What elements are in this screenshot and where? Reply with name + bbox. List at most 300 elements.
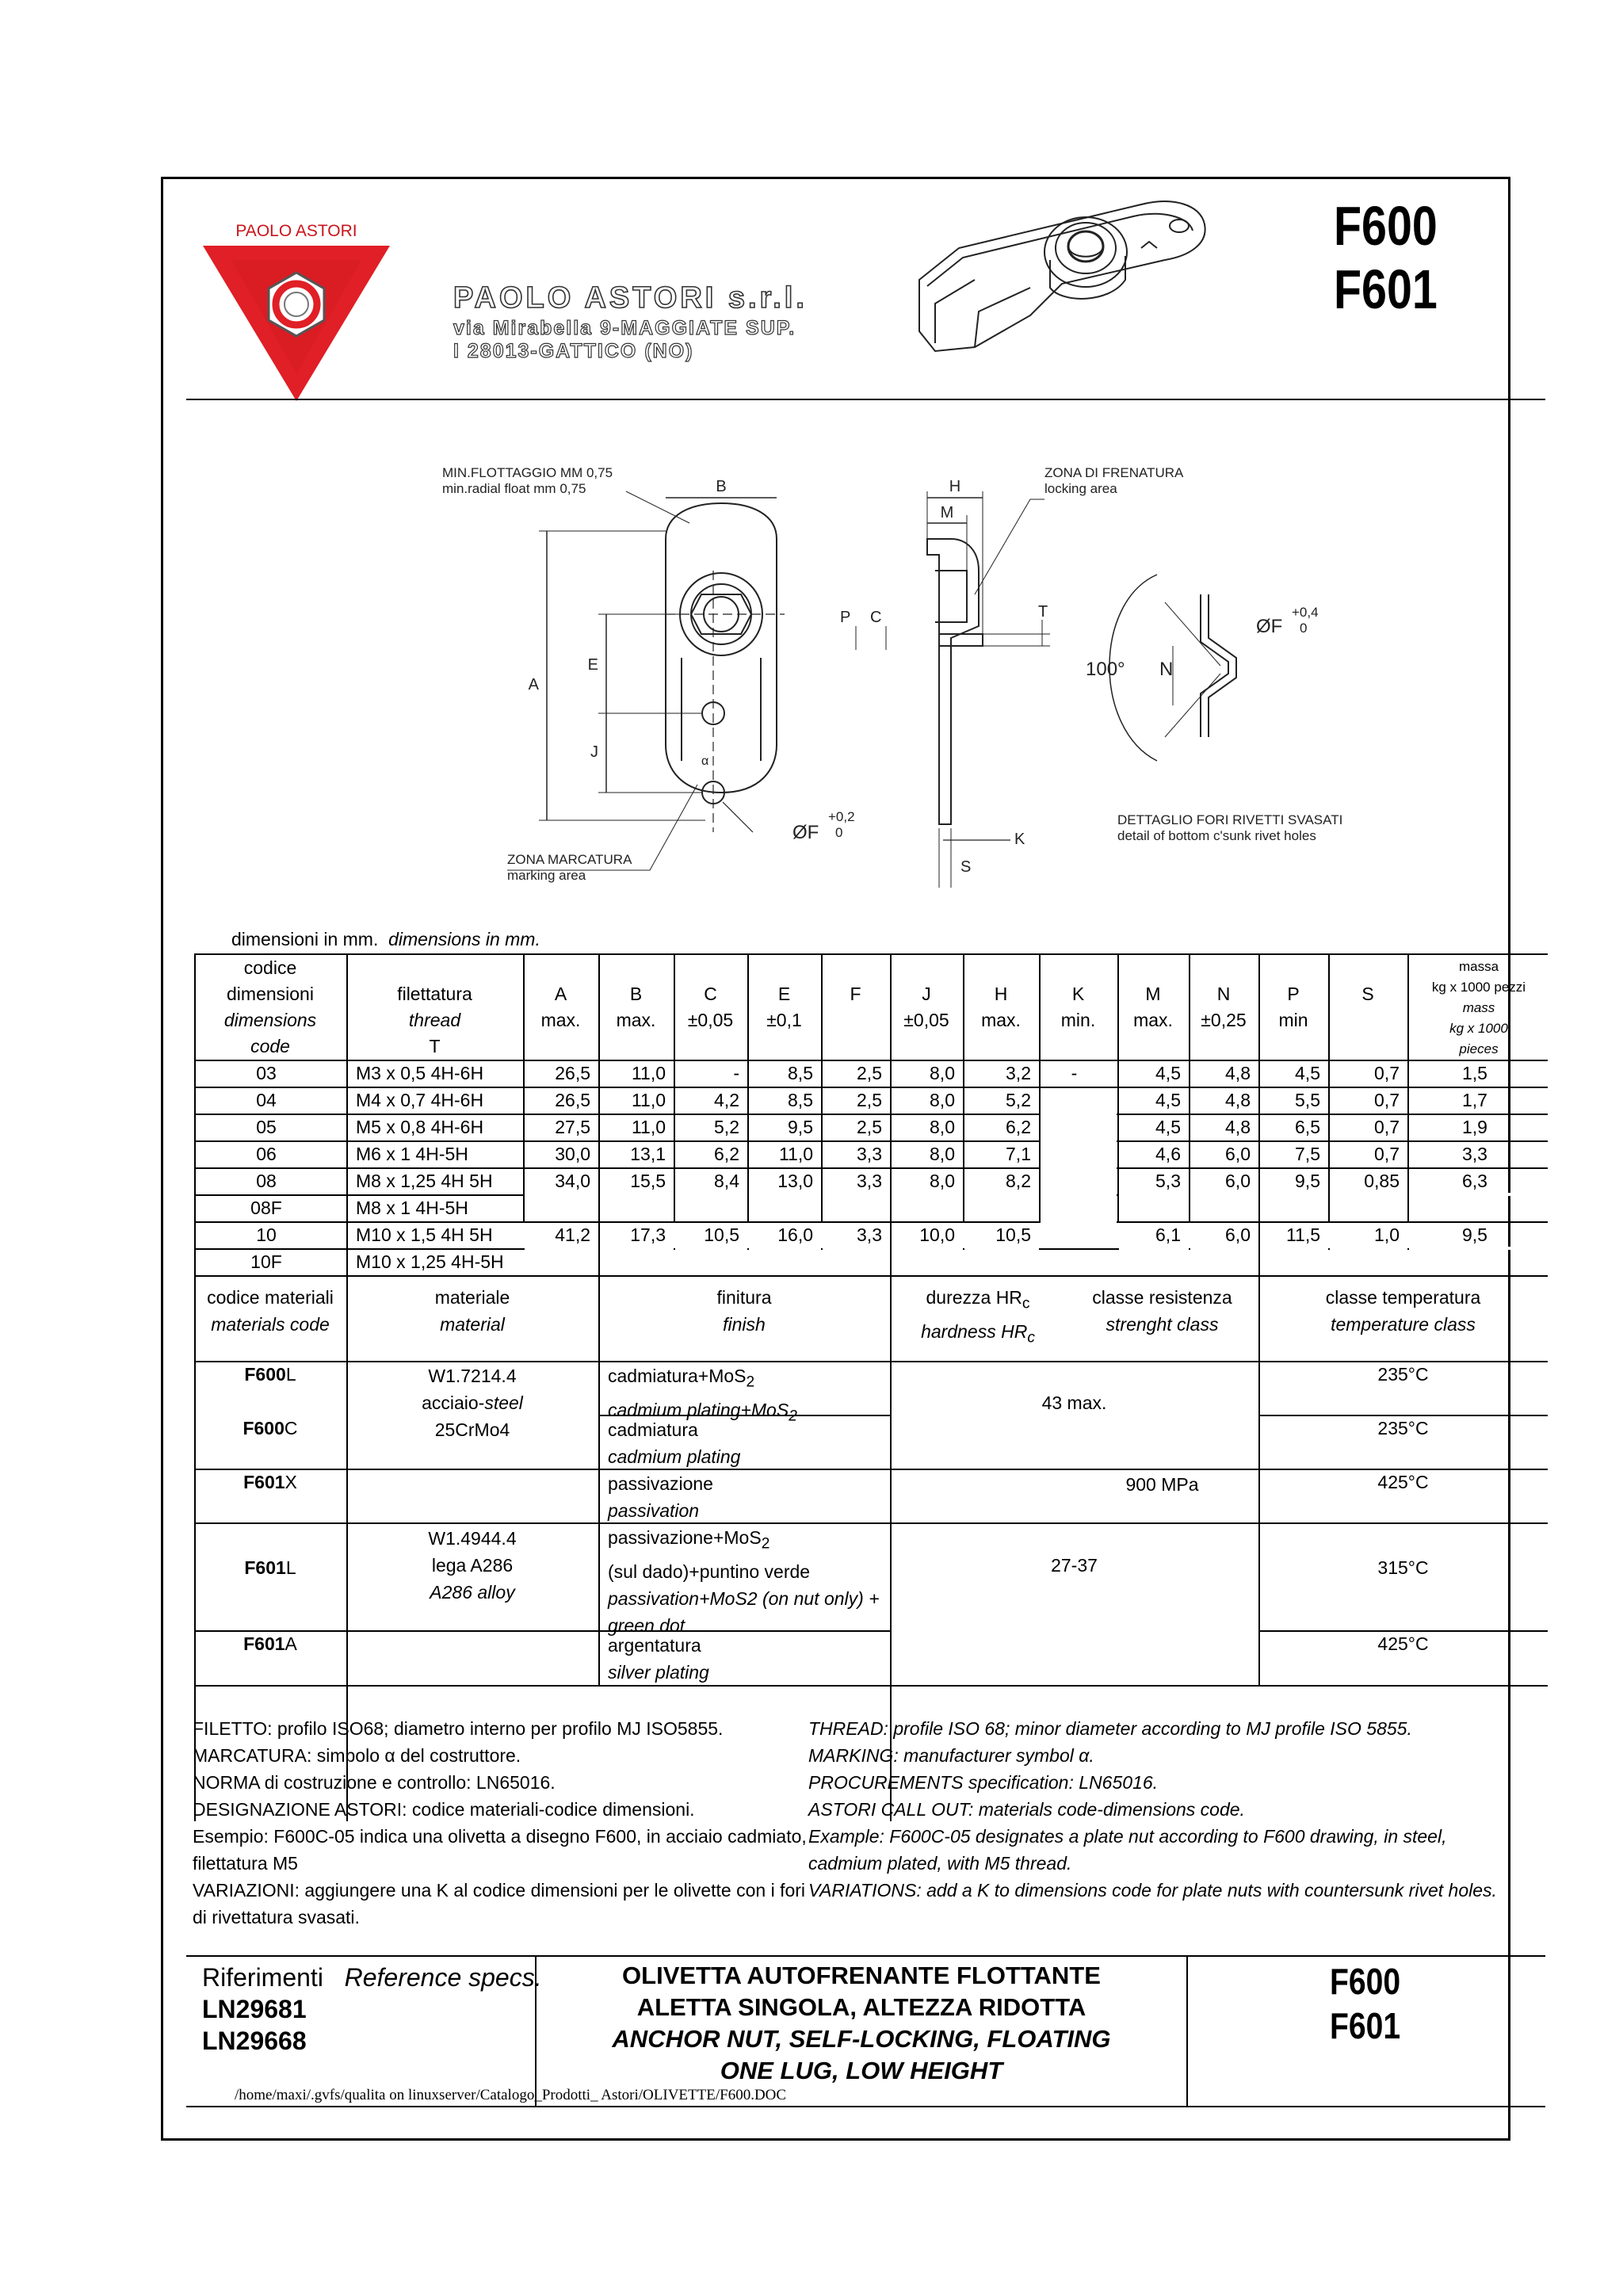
cell-j: 8,0 — [930, 1171, 955, 1191]
cell-h: 6,2 — [1006, 1117, 1031, 1137]
merged-cell-mask — [1330, 1193, 1407, 1196]
cell-thread: M6 x 1 4H-5H — [356, 1144, 468, 1164]
company-block — [453, 281, 808, 363]
file-path: /home/maxi/.gvfs/qualita on linuxserver/Catalogo_Prodotti_ Astori/OLIVETTE/F600.DOC — [235, 2087, 787, 2103]
dim-n-label: N — [1159, 659, 1174, 680]
merged-cell-mask — [1409, 1247, 1548, 1250]
cell-m: 4,5 — [1155, 1063, 1181, 1083]
hdr-h — [963, 981, 1039, 1033]
cell-p: 11,5 — [1285, 1224, 1320, 1245]
product-isometric-drawing — [903, 185, 1220, 367]
merged-cell-mask — [1260, 1247, 1328, 1250]
float-note-it: MIN.FLOTTAGGIO MM 0,75 — [442, 465, 613, 480]
cell-a: 26,5 — [555, 1090, 590, 1110]
temperature-cell: 235°C — [1377, 1418, 1429, 1438]
cell-p: 4,5 — [1295, 1063, 1320, 1083]
material-code-bold: F600 — [242, 1418, 285, 1438]
finish-it: passivazione — [608, 1473, 713, 1494]
hdr-e — [747, 981, 821, 1033]
finish-it: passivazione+MoS — [608, 1527, 762, 1548]
dim-c-label: C — [870, 609, 882, 626]
cell-n: 4,8 — [1225, 1090, 1251, 1110]
notes-italian — [193, 1715, 807, 1931]
dim-e-label: E — [587, 656, 598, 674]
cell-mass: 6,3 — [1462, 1171, 1487, 1191]
footer-divider — [186, 1955, 1545, 1957]
cell-c: 10,5 — [704, 1224, 739, 1245]
cell-e: 8,5 — [788, 1090, 813, 1110]
cell-j: 8,0 — [930, 1144, 955, 1164]
finish-en: passivation+MoS2 (on nut only) + — [608, 1587, 880, 1609]
table-line — [194, 1275, 1548, 1277]
hdr-code — [194, 955, 346, 1060]
finish-en: cadmium plating+MoS — [608, 1399, 789, 1420]
note-en-2: PROCUREMENTS specification: LN65016. — [808, 1772, 1158, 1793]
header-divider — [186, 399, 1545, 400]
merged-cell-mask — [892, 1193, 963, 1196]
hardness-steel: 43 max. — [1041, 1392, 1107, 1413]
hdr-m-l1: M — [1145, 984, 1161, 1004]
hdr-mass-l5: pieces — [1459, 1041, 1499, 1056]
detail-note-it: DETTAGLIO FORI RIVETTI SVASATI — [1117, 812, 1343, 827]
mat-hdr-hardness — [890, 1284, 1066, 1351]
cell-mass: 1,9 — [1462, 1117, 1487, 1137]
merged-cell-mask — [892, 1247, 963, 1250]
hdr-f — [821, 981, 890, 1007]
mat-hdr-material-en: material — [440, 1314, 505, 1335]
cell-a: 30,0 — [555, 1144, 590, 1164]
cell-n: 6,0 — [1225, 1144, 1251, 1164]
mat-hdr-finish — [598, 1284, 890, 1338]
material-code-suffix: L — [285, 1557, 296, 1578]
mat-hdr-hardness-sub-en: c — [1027, 1329, 1035, 1347]
material-code-suffix: L — [285, 1364, 296, 1385]
cell-j: 10,0 — [919, 1224, 955, 1245]
cell-b: 11,0 — [631, 1090, 666, 1110]
material-code-bold: F601 — [243, 1472, 285, 1492]
cell-c: 6,2 — [714, 1144, 739, 1164]
cell-a: 41,2 — [555, 1224, 590, 1245]
material-code — [194, 1362, 346, 1386]
hdr-mass-l3: mass — [1462, 1000, 1495, 1015]
hdr-thread-l3: T — [429, 1036, 441, 1056]
note-it-6: VARIAZIONI: aggiungere una K al codice dimensioni per le olivette con i fori — [193, 1880, 806, 1901]
material-steel-l2-en: steel — [484, 1392, 523, 1413]
dim-s-label: S — [960, 858, 972, 876]
note-it-4: Esempio: F600C-05 indica una olivetta a disegno F600, in acciaio cadmiato, — [193, 1826, 807, 1847]
hdr-j-l2: ±0,05 — [903, 1010, 949, 1030]
dim-k-label: K — [1014, 831, 1025, 848]
note-en-1: MARKING: manufacturer symbol α. — [808, 1745, 1094, 1766]
cell-n: 6,0 — [1225, 1171, 1251, 1191]
merged-cell-mask — [749, 1193, 821, 1196]
table-caption-en: dimensions in mm. — [388, 929, 540, 949]
merged-cell-mask — [1119, 1247, 1189, 1250]
cell-n: 6,0 — [1225, 1224, 1251, 1245]
material-code-bold: F600 — [244, 1364, 286, 1385]
cell-h: 5,2 — [1006, 1090, 1031, 1110]
notes-english — [808, 1715, 1497, 1904]
alpha-mark: α — [701, 755, 709, 768]
hdr-code-l1: codice — [243, 957, 297, 978]
company-name: PAOLO ASTORI s.r.l. — [453, 281, 808, 315]
dim-f-tol-plus: +0,2 — [828, 809, 855, 824]
cell-b: 11,0 — [631, 1063, 666, 1083]
cell-c: 8,4 — [714, 1171, 739, 1191]
hdr-c — [674, 981, 747, 1033]
cell-e: 9,5 — [788, 1117, 813, 1137]
note-it-3: DESIGNAZIONE ASTORI: codice materiali-codice dimensioni. — [193, 1799, 695, 1820]
cell-code: 08F — [250, 1198, 282, 1218]
cell-h: 3,2 — [1006, 1063, 1031, 1083]
temperature-cell: 315°C — [1377, 1557, 1429, 1578]
merged-cell-mask — [675, 1247, 747, 1250]
strength-class: 900 MPa — [1125, 1474, 1199, 1495]
ref-heading-it: Riferimenti — [202, 1963, 323, 1992]
mat-hdr-hardness-en: hardness HR — [921, 1320, 1028, 1342]
note-it-0: FILETTO: profilo ISO68; diametro interno per profilo MJ ISO5855. — [193, 1718, 724, 1739]
logo-text: PAOLO ASTORI — [235, 222, 357, 240]
table-caption — [231, 927, 540, 951]
cell-m: 4,5 — [1155, 1117, 1181, 1137]
note-it-7: di rivettatura svasati. — [193, 1907, 360, 1927]
cell-code: 10 — [256, 1224, 277, 1245]
hdr-m-l2: max. — [1133, 1010, 1173, 1030]
cell-mass: 9,5 — [1462, 1224, 1487, 1245]
note-en-3: ASTORI CALL OUT: materials code-dimensions code. — [808, 1799, 1245, 1820]
cell-thread: M10 x 1,25 4H-5H — [356, 1251, 504, 1272]
merged-cell-mask — [600, 1247, 674, 1250]
finish-en: cadmium plating — [608, 1446, 741, 1467]
hdr-h-l2: max. — [981, 1010, 1021, 1030]
cell-s: 1,0 — [1374, 1224, 1400, 1245]
marking-zone-it: ZONA MARCATURA — [507, 852, 632, 867]
cell-c: - — [733, 1063, 739, 1083]
cell-s: 0,7 — [1374, 1144, 1400, 1164]
mat-hdr-class-it: classe resistenza — [1092, 1287, 1232, 1308]
material-steel-l1: W1.7214.4 — [428, 1366, 517, 1386]
finish-cell — [608, 1632, 885, 1686]
dim-t-label: T — [1038, 603, 1048, 621]
merged-cell-mask — [525, 1193, 598, 1196]
merged-cell-mask — [1119, 1193, 1189, 1196]
dim-b-label: B — [716, 478, 727, 495]
hdr-k — [1039, 981, 1117, 1033]
cell-f: 2,5 — [857, 1063, 882, 1083]
note-it-5: filettatura M5 — [193, 1853, 298, 1874]
dim-j-label: J — [590, 743, 598, 761]
material-a286-l2: lega A286 — [431, 1555, 514, 1576]
hdr-a — [523, 981, 598, 1033]
mat-hdr-class-en: strenght class — [1106, 1314, 1219, 1335]
cell-code: 08 — [256, 1171, 277, 1191]
hdr-e-l2: ±0,1 — [766, 1010, 802, 1030]
cell-a: 26,5 — [555, 1063, 590, 1083]
hdr-b-l1: B — [629, 984, 643, 1004]
cell-s: 0,85 — [1364, 1171, 1400, 1191]
temperature-cell: 235°C — [1377, 1364, 1429, 1385]
hdr-mass-l2: kg x 1000 pezzi — [1431, 980, 1526, 995]
material-steel-l3: 25CrMo4 — [434, 1419, 510, 1440]
hdr-code-l2: dimensioni — [227, 984, 314, 1004]
merged-cell-mask — [823, 1247, 890, 1250]
hdr-n — [1189, 981, 1258, 1033]
float-note-en: min.radial float mm 0,75 — [442, 481, 586, 496]
ref-heading — [202, 1962, 542, 1993]
merged-cell-mask — [823, 1193, 890, 1196]
merged-cell-mask — [1190, 1193, 1258, 1196]
hdr-n-l1: N — [1216, 984, 1231, 1004]
hdr-thread-l2: thread — [408, 1010, 461, 1030]
company-address-line2: I 28013-GATTICO (NO) — [453, 340, 694, 362]
material-a286-l1: W1.4944.4 — [428, 1528, 517, 1549]
hdr-k-l1: K — [1071, 984, 1085, 1004]
temperature-cell: 425°C — [1377, 1472, 1429, 1492]
mat-hdr-class — [1066, 1284, 1258, 1338]
mat-hdr-temp-en: temperature class — [1331, 1314, 1476, 1335]
material-steel — [346, 1362, 598, 1443]
material-code-bold: F601 — [244, 1557, 286, 1578]
cell-code: 04 — [256, 1090, 277, 1110]
dim-f2-tol-zero: 0 — [1300, 621, 1308, 636]
cell-thread: M10 x 1,5 4H 5H — [356, 1224, 493, 1245]
hdr-b — [598, 981, 674, 1033]
mat-hdr-hardness-sub: c — [1022, 1295, 1030, 1312]
table-line — [890, 1469, 1258, 1470]
cell-p: 7,5 — [1295, 1144, 1320, 1164]
front-view — [666, 503, 785, 832]
company-logo — [201, 219, 391, 405]
cell-code: 06 — [256, 1144, 277, 1164]
cell-k: - — [1071, 1063, 1078, 1083]
mat-hdr-hardness-it: durezza HR — [926, 1287, 1022, 1308]
merged-cell-mask — [964, 1247, 1039, 1250]
merged-cell-mask — [964, 1193, 1039, 1196]
dim-f2-label: ØF — [1256, 616, 1283, 637]
locking-zone-en: locking area — [1044, 481, 1117, 496]
cell-thread: M8 x 1,25 4H 5H — [356, 1171, 493, 1191]
cell-e: 8,5 — [788, 1063, 813, 1083]
finish-en-2: green dot — [608, 1614, 685, 1636]
cell-c: 4,2 — [714, 1090, 739, 1110]
cell-s: 0,7 — [1374, 1063, 1400, 1083]
cell-h: 8,2 — [1006, 1171, 1031, 1191]
hdr-e-l1: E — [777, 984, 791, 1004]
cell-b: 15,5 — [630, 1171, 666, 1191]
merged-cell-mask — [749, 1247, 821, 1250]
finish-cell — [608, 1524, 885, 1639]
cell-thread: M3 x 0,5 4H-6H — [356, 1063, 484, 1083]
hdr-m — [1117, 981, 1189, 1033]
finish-it: cadmiatura+MoS — [608, 1366, 747, 1386]
merged-cell-mask — [525, 1247, 598, 1250]
technical-drawing — [428, 444, 1458, 904]
cell-j: 8,0 — [930, 1063, 955, 1083]
mat-hdr-code-it: codice materiali — [207, 1287, 334, 1308]
hdr-mass — [1407, 957, 1550, 1060]
ref-heading-en: Reference specs. — [344, 1963, 542, 1992]
mat-hdr-finish-en: finish — [723, 1314, 766, 1335]
table-caption-it: dimensioni in mm. — [231, 929, 379, 949]
hdr-p-l2: min — [1278, 1010, 1308, 1030]
cell-b: 11,0 — [631, 1117, 666, 1137]
cell-a: 34,0 — [555, 1171, 590, 1191]
title-line-2: ALETTA SINGOLA, ALTEZZA RIDOTTA — [636, 1993, 1086, 2021]
material-code — [194, 1470, 346, 1494]
cell-m: 6,1 — [1155, 1224, 1181, 1245]
cell-m: 4,6 — [1155, 1144, 1181, 1164]
cell-a: 27,5 — [555, 1117, 590, 1137]
finish-sub: 2 — [746, 1373, 755, 1391]
finish-sub-en: 2 — [789, 1408, 797, 1425]
hdr-a-l1: A — [554, 984, 567, 1004]
detail-note-en: detail of bottom c'sunk rivet holes — [1117, 828, 1316, 843]
hdr-k-l2: min. — [1060, 1010, 1096, 1030]
hdr-h-l1: H — [994, 984, 1008, 1004]
material-code-suffix: X — [285, 1472, 297, 1492]
material-code — [194, 1416, 346, 1440]
hardness-a286: 27-37 — [1051, 1555, 1098, 1576]
dim-a-label: A — [528, 676, 539, 693]
cell-e: 11,0 — [778, 1144, 813, 1164]
cell-code: 03 — [256, 1063, 277, 1083]
cell-j: 8,0 — [930, 1117, 955, 1137]
cell-e: 13,0 — [777, 1171, 813, 1191]
mat-hdr-material — [346, 1284, 598, 1338]
finish-cell — [608, 1416, 885, 1470]
merged-cell-mask — [1409, 1193, 1548, 1196]
footer-code-f600: F600 — [1330, 1961, 1401, 2002]
finish-en: passivation — [608, 1500, 700, 1521]
hdr-s-l1: S — [1361, 984, 1374, 1004]
table-line — [194, 953, 1548, 955]
hdr-j-l1: J — [922, 984, 931, 1004]
note-it-2: NORMA di costruzione e controllo: LN65016. — [193, 1772, 556, 1793]
cell-p: 5,5 — [1295, 1090, 1320, 1110]
cell-j: 8,0 — [930, 1090, 955, 1110]
material-code-suffix: C — [284, 1418, 298, 1438]
note-en-5: cadmium plated, with M5 thread. — [808, 1853, 1072, 1874]
marking-zone-en: marking area — [507, 868, 586, 883]
note-it-1: MARCATURA: simbolo α del costruttore. — [193, 1745, 521, 1766]
cell-b: 17,3 — [630, 1224, 666, 1245]
hdr-f-l1: F — [850, 984, 861, 1004]
header-code-f601: F601 — [1334, 258, 1438, 320]
hdr-thread — [346, 981, 523, 1060]
dim-h-label: H — [949, 478, 961, 495]
cell-s: 0,7 — [1374, 1117, 1400, 1137]
hdr-c-l1: C — [704, 984, 717, 1004]
mat-hdr-temp-it: classe temperatura — [1325, 1287, 1481, 1308]
cell-c: 5,2 — [714, 1117, 739, 1137]
hdr-b-l2: max. — [616, 1010, 656, 1030]
hdr-a-l2: max. — [540, 1010, 581, 1030]
mat-hdr-temp — [1258, 1284, 1548, 1338]
cell-p: 9,5 — [1295, 1171, 1320, 1191]
title-line-1: OLIVETTA AUTOFRENANTE FLOTTANTE — [622, 1962, 1101, 1989]
hdr-mass-l4: kg x 1000 — [1449, 1021, 1508, 1036]
temperature-cell: 425°C — [1377, 1633, 1429, 1654]
hdr-mass-l1: massa — [1458, 959, 1499, 974]
cell-m: 4,5 — [1155, 1090, 1181, 1110]
mat-hdr-code — [194, 1284, 346, 1338]
finish-cell — [608, 1470, 885, 1524]
hdr-p — [1258, 981, 1328, 1033]
angle-label: 100° — [1086, 659, 1125, 680]
cell-n: 4,8 — [1225, 1117, 1251, 1137]
hdr-n-l2: ±0,25 — [1201, 1010, 1247, 1030]
cell-f: 3,3 — [857, 1171, 882, 1191]
cell-p: 6,5 — [1295, 1117, 1320, 1137]
material-code — [194, 1632, 346, 1656]
hdr-j — [890, 981, 963, 1033]
title-line-4: ONE LUG, LOW HEIGHT — [720, 2057, 1003, 2084]
header-code-f600: F600 — [1334, 195, 1438, 257]
cell-mass: 1,5 — [1462, 1063, 1487, 1083]
footer-bottom-line — [186, 2106, 1545, 2107]
dim-f-tol-zero: 0 — [835, 825, 843, 840]
cell-thread: M4 x 0,7 4H-6H — [356, 1090, 484, 1110]
footer-code-f601: F601 — [1330, 2005, 1401, 2046]
material-code-bold: F601 — [243, 1633, 285, 1654]
dim-m-label: M — [940, 504, 954, 521]
finish-it: argentatura — [608, 1635, 701, 1656]
cell-b: 13,1 — [630, 1144, 666, 1164]
hdr-thread-l1: filettatura — [397, 984, 472, 1004]
mat-hdr-material-it: materiale — [434, 1287, 510, 1308]
finish-it-2: (sul dado)+puntino verde — [608, 1561, 811, 1582]
ref-spec-2: LN29668 — [202, 2027, 307, 2055]
cell-f: 3,3 — [857, 1224, 882, 1245]
side-view — [927, 491, 983, 824]
cell-s: 0,7 — [1374, 1090, 1400, 1110]
hdr-c-l2: ±0,05 — [687, 1010, 734, 1030]
mat-hdr-code-en: materials code — [211, 1314, 330, 1335]
dim-f2-tol-plus: +0,4 — [1292, 605, 1319, 620]
hdr-code-l4: code — [250, 1036, 290, 1056]
note-en-6: VARIATIONS: add a K to dimensions code for plate nuts with countersunk rivet holes. — [808, 1880, 1497, 1901]
hdr-code-l3: dimensions — [223, 1010, 317, 1030]
cell-thread: M8 x 1 4H-5H — [356, 1198, 468, 1218]
cell-f: 2,5 — [857, 1090, 882, 1110]
material-steel-l2: acciaio- — [422, 1392, 485, 1413]
cell-m: 5,3 — [1155, 1171, 1181, 1191]
note-en-0: THREAD: profile ISO 68; minor diameter according to MJ profile ISO 5855. — [808, 1718, 1412, 1739]
cell-code: 10F — [250, 1251, 282, 1272]
hdr-p-l1: P — [1287, 984, 1300, 1004]
merged-cell-mask — [1260, 1193, 1328, 1196]
finish-it: cadmiatura — [608, 1419, 698, 1440]
merged-cell-mask — [675, 1193, 747, 1196]
cell-h: 7,1 — [1006, 1144, 1031, 1164]
cell-code: 05 — [256, 1117, 277, 1137]
finish-en: silver plating — [608, 1662, 709, 1683]
title-line-3: ANCHOR NUT, SELF-LOCKING, FLOATING — [612, 2025, 1111, 2053]
merged-cell-mask — [600, 1193, 674, 1196]
cell-thread: M5 x 0,8 4H-6H — [356, 1117, 484, 1137]
cell-mass: 1,7 — [1462, 1090, 1487, 1110]
locking-zone-it: ZONA DI FRENATURA — [1044, 465, 1184, 480]
material-a286 — [346, 1525, 598, 1606]
company-address-line1: via Mirabella 9-MAGGIATE SUP. — [453, 317, 796, 339]
material-a286-l3: A286 alloy — [430, 1582, 515, 1603]
merged-cell-mask — [1190, 1247, 1258, 1250]
footer-col-line — [1186, 1955, 1188, 2106]
mat-hdr-finish-it: finitura — [716, 1287, 772, 1308]
note-en-4: Example: F600C-05 designates a plate nut according to F600 drawing, in steel, — [808, 1826, 1447, 1847]
hdr-s — [1328, 981, 1407, 1007]
cell-n: 4,8 — [1225, 1063, 1251, 1083]
